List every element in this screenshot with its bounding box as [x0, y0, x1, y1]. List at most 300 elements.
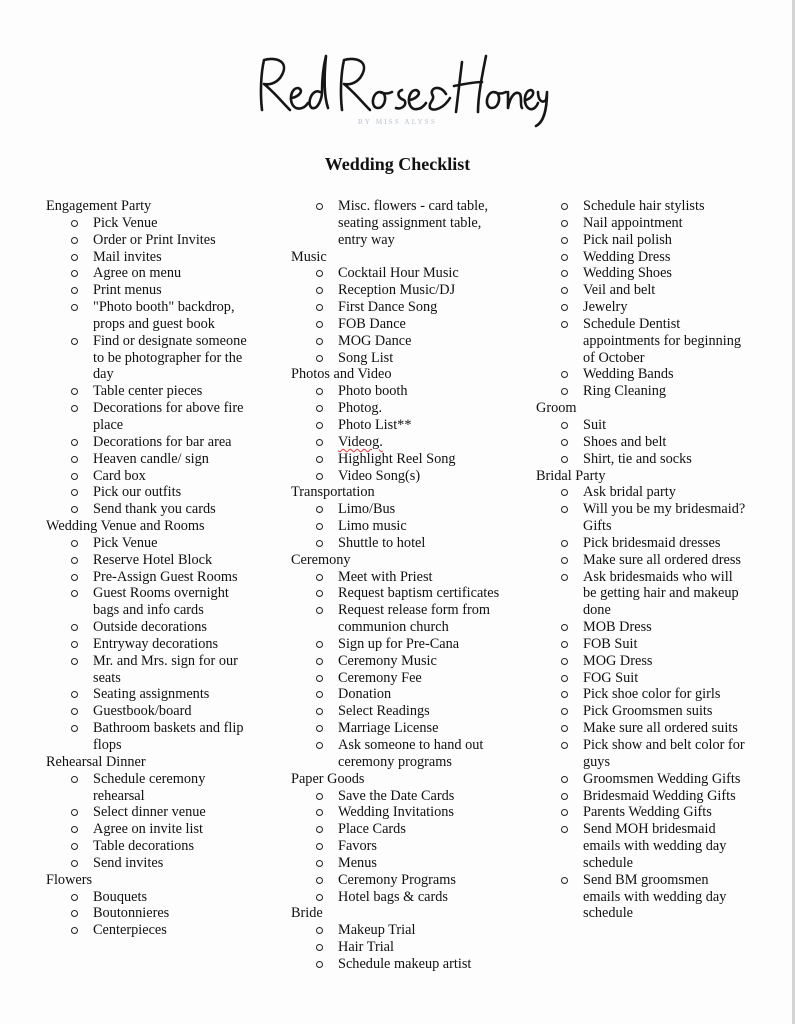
- checklist-item: [46, 922, 258, 939]
- hollow-circle-bullet-icon: [71, 405, 78, 412]
- hollow-circle-bullet-icon: [316, 691, 323, 698]
- checklist-item-text: MOB Dress: [583, 619, 652, 636]
- checklist-item-text: Send MOH bridesmaid emails with wedding day schedule: [583, 821, 727, 871]
- hollow-circle-bullet-icon: [71, 826, 78, 833]
- checklist-item: [46, 569, 258, 586]
- hollow-circle-bullet-icon: [71, 927, 78, 934]
- checklist-item: [536, 686, 748, 703]
- hollow-circle-bullet-icon: [561, 489, 568, 496]
- hollow-circle-bullet-icon: [71, 338, 78, 345]
- checklist-item-text: Ask bridal party: [583, 484, 676, 501]
- hollow-circle-bullet-icon: [561, 574, 568, 581]
- checklist-section: [536, 198, 781, 400]
- hollow-circle-bullet-icon: [316, 607, 323, 614]
- checklist-item: [46, 855, 258, 872]
- checklist-item-text: Entryway decorations: [93, 635, 219, 652]
- checklist-item: [291, 417, 503, 434]
- checklist-item: [46, 552, 258, 569]
- checklist-item-text: Send BM groomsmen emails with wedding day schedule: [583, 871, 727, 922]
- hollow-circle-bullet-icon: [71, 304, 78, 311]
- checklist-section: [291, 552, 536, 771]
- checklist-item: [46, 468, 258, 485]
- hollow-circle-bullet-icon: [561, 776, 568, 783]
- hollow-circle-bullet-icon: [316, 473, 323, 480]
- hollow-circle-bullet-icon: [561, 321, 568, 328]
- hollow-circle-bullet-icon: [71, 641, 78, 648]
- checklist-item-text: Misc. flowers - card table, seating assignment table, entry way: [338, 198, 489, 248]
- hollow-circle-bullet-icon: [316, 658, 323, 665]
- checklist-item-text: Ceremony Fee: [338, 669, 422, 686]
- checklist-item: [291, 535, 503, 552]
- checklist-item: [536, 484, 748, 501]
- hollow-circle-bullet-icon: [561, 304, 568, 311]
- checklist-item-text: Schedule makeup artist: [338, 955, 472, 972]
- checklist-item-text: Videog.: [338, 433, 383, 450]
- checklist-item-text: FOB Dance: [338, 315, 406, 332]
- checklist-item-text: "Photo booth" backdrop, props and guest book: [93, 299, 235, 332]
- checklist-section: [291, 366, 536, 484]
- checklist-item-text: Jewelry: [583, 299, 628, 316]
- hollow-circle-bullet-icon: [71, 439, 78, 446]
- checklist-item-text: Mr. and Mrs. sign for our seats: [93, 652, 238, 686]
- hollow-circle-bullet-icon: [316, 742, 323, 749]
- section-heading: Bride: [291, 905, 323, 922]
- checklist-items: [291, 383, 536, 484]
- checklist-item: [46, 804, 258, 821]
- checklist-item-text: Mail invites: [93, 248, 162, 265]
- hollow-circle-bullet-icon: [71, 540, 78, 547]
- hollow-circle-bullet-icon: [561, 506, 568, 513]
- checklist-item: [291, 686, 503, 703]
- checklist-item: [536, 737, 748, 771]
- hollow-circle-bullet-icon: [316, 574, 323, 581]
- hollow-circle-bullet-icon: [561, 422, 568, 429]
- checklist-item-text: Menus: [338, 854, 377, 871]
- checklist-item: [46, 249, 258, 266]
- checklist-item-text: Ceremony Programs: [338, 871, 456, 888]
- checklist-item-text: Pick our outfits: [93, 484, 182, 501]
- hollow-circle-bullet-icon: [561, 237, 568, 244]
- checklist-item-text: Bathroom baskets and flip flops: [93, 720, 244, 753]
- hollow-circle-bullet-icon: [71, 624, 78, 631]
- checklist-item-text: Send invites: [93, 854, 164, 871]
- checklist-item: [536, 265, 748, 282]
- checklist-item: [291, 501, 503, 518]
- checklist-item: [536, 535, 748, 552]
- hollow-circle-bullet-icon: [71, 910, 78, 917]
- checklist-item: [536, 804, 748, 821]
- checklist-item: [536, 872, 748, 923]
- checklist-item: [291, 282, 503, 299]
- checklist-item: [536, 316, 748, 367]
- checklist-items: [46, 889, 291, 940]
- hollow-circle-bullet-icon: [316, 877, 323, 884]
- checklist-item-text: First Dance Song: [338, 299, 438, 316]
- checklist-column-1: [46, 198, 291, 939]
- checklist-item: [536, 653, 748, 670]
- checklist-item: [291, 198, 503, 249]
- checklist-item: [536, 383, 748, 400]
- checklist-section: [291, 198, 536, 249]
- hollow-circle-bullet-icon: [71, 473, 78, 480]
- hollow-circle-bullet-icon: [71, 691, 78, 698]
- checklist-item: [536, 417, 748, 434]
- checklist-item: [291, 720, 503, 737]
- hollow-circle-bullet-icon: [561, 742, 568, 749]
- hollow-circle-bullet-icon: [316, 894, 323, 901]
- checklist-item: [291, 788, 503, 805]
- checklist-item-text: Guestbook/board: [93, 703, 192, 720]
- checklist-item: [291, 922, 503, 939]
- checklist-item: [46, 232, 258, 249]
- checklist-item: [291, 804, 503, 821]
- section-heading: Bridal Party: [536, 467, 606, 484]
- checklist-item: [291, 569, 503, 586]
- checklist-item-text: Sign up for Pre-Cana: [338, 635, 460, 652]
- hollow-circle-bullet-icon: [561, 641, 568, 648]
- checklist-section: [291, 484, 536, 551]
- hollow-circle-bullet-icon: [316, 708, 323, 715]
- checklist-item-text: Nail appointment: [583, 214, 683, 231]
- checklist-item-text: Song List: [338, 349, 394, 366]
- hollow-circle-bullet-icon: [71, 843, 78, 850]
- checklist-item: [291, 468, 503, 485]
- checklist-item: [291, 400, 503, 417]
- hollow-circle-bullet-icon: [71, 590, 78, 597]
- checklist-item-text: Select dinner venue: [93, 804, 206, 821]
- checklist-section: [46, 872, 291, 939]
- hollow-circle-bullet-icon: [561, 456, 568, 463]
- hollow-circle-bullet-icon: [71, 287, 78, 294]
- checklist-item: [46, 771, 258, 805]
- checklist-item: [46, 299, 258, 333]
- hollow-circle-bullet-icon: [71, 557, 78, 564]
- checklist-item: [46, 889, 258, 906]
- checklist-item: [291, 316, 503, 333]
- section-heading: Paper Goods: [291, 770, 365, 787]
- checklist-item-text: Limo music: [338, 518, 407, 535]
- checklist-item-text: Seating assignments: [93, 686, 210, 703]
- hollow-circle-bullet-icon: [316, 725, 323, 732]
- checklist-item-text: Marriage License: [338, 720, 439, 737]
- checklist-column-3: [536, 198, 781, 922]
- checklist-item-text: Ask someone to hand out ceremony programs: [338, 737, 484, 770]
- hollow-circle-bullet-icon: [71, 270, 78, 277]
- checklist-item-text: Heaven candle/ sign: [93, 450, 209, 467]
- checklist-section: [46, 754, 291, 872]
- checklist-item-text: Centerpieces: [93, 922, 167, 939]
- hollow-circle-bullet-icon: [316, 203, 323, 210]
- checklist-item-text: Wedding Bands: [583, 366, 674, 383]
- checklist-item-text: Ring Cleaning: [583, 383, 666, 400]
- checklist-item-text: Hair Trial: [338, 939, 395, 956]
- checklist-item-text: Photo List**: [338, 416, 412, 433]
- section-heading: Music: [291, 248, 327, 265]
- hollow-circle-bullet-icon: [316, 338, 323, 345]
- checklist-item-text: Make sure all ordered dress: [583, 551, 741, 568]
- checklist-item: [291, 585, 503, 602]
- hollow-circle-bullet-icon: [561, 388, 568, 395]
- checklist-item: [46, 215, 258, 232]
- hollow-circle-bullet-icon: [316, 422, 323, 429]
- checklist-item-text: Shoes and belt: [583, 433, 667, 450]
- hollow-circle-bullet-icon: [316, 270, 323, 277]
- checklist-item: [536, 636, 748, 653]
- checklist-item: [291, 939, 503, 956]
- checklist-item: [46, 400, 258, 434]
- checklist-item-text: Outside decorations: [93, 619, 207, 636]
- checklist-item: [46, 501, 258, 518]
- checklist-item: [291, 451, 503, 468]
- hollow-circle-bullet-icon: [316, 860, 323, 867]
- checklist-item: [291, 265, 503, 282]
- checklist-item-text: Table center pieces: [93, 383, 203, 400]
- checklist-section: [46, 198, 291, 518]
- hollow-circle-bullet-icon: [71, 456, 78, 463]
- hollow-circle-bullet-icon: [316, 523, 323, 530]
- checklist-item-text: Pick nail polish: [583, 231, 672, 248]
- hollow-circle-bullet-icon: [71, 489, 78, 496]
- hollow-circle-bullet-icon: [561, 203, 568, 210]
- checklist-items: [46, 535, 291, 754]
- hollow-circle-bullet-icon: [71, 254, 78, 261]
- checklist-item-text: Pick bridesmaid dresses: [583, 534, 721, 551]
- checklist-item-text: Schedule hair stylists: [583, 198, 705, 214]
- hollow-circle-bullet-icon: [316, 641, 323, 648]
- hollow-circle-bullet-icon: [561, 254, 568, 261]
- checklist-item: [536, 771, 748, 788]
- checklist-item: [291, 838, 503, 855]
- checklist-column-2: [291, 198, 536, 973]
- hollow-circle-bullet-icon: [561, 675, 568, 682]
- checklist-item-text: Select Readings: [338, 703, 430, 720]
- checklist-item-text: Table decorations: [93, 838, 195, 855]
- checklist-item: [46, 535, 258, 552]
- checklist-item-text: Pick Groomsmen suits: [583, 703, 713, 720]
- checklist-item-text: Bouquets: [93, 888, 148, 905]
- checklist-item: [291, 383, 503, 400]
- hollow-circle-bullet-icon: [316, 944, 323, 951]
- checklist-item: [291, 602, 503, 636]
- checklist-items: [291, 569, 536, 771]
- checklist-items: [291, 198, 536, 249]
- section-heading: Flowers: [46, 871, 93, 888]
- checklist-item: [46, 838, 258, 855]
- checklist-item-text: Wedding Shoes: [583, 265, 672, 282]
- checklist-items: [291, 265, 536, 366]
- hollow-circle-bullet-icon: [316, 809, 323, 816]
- hollow-circle-bullet-icon: [71, 388, 78, 395]
- checklist-item: [291, 333, 503, 350]
- checklist-item-text: Decorations for bar area: [93, 433, 232, 450]
- checklist-item-text: Print menus: [93, 282, 162, 299]
- hollow-circle-bullet-icon: [561, 220, 568, 227]
- checklist-items: [46, 215, 291, 518]
- hollow-circle-bullet-icon: [71, 658, 78, 665]
- checklist-item: [536, 569, 748, 620]
- hollow-circle-bullet-icon: [561, 708, 568, 715]
- checklist-item: [291, 872, 503, 889]
- checklist-item-text: FOB Suit: [583, 635, 638, 652]
- checklist-item: [291, 518, 503, 535]
- checklist-item: [46, 265, 258, 282]
- hollow-circle-bullet-icon: [71, 809, 78, 816]
- hollow-circle-bullet-icon: [71, 725, 78, 732]
- checklist-item-text: Pick Venue: [93, 534, 158, 551]
- checklist-item-text: MOG Dance: [338, 332, 412, 349]
- hollow-circle-bullet-icon: [316, 843, 323, 850]
- checklist-item-text: Guest Rooms overnight bags and info cards: [93, 585, 229, 619]
- checklist-item-text: Wedding Dress: [583, 248, 671, 265]
- hollow-circle-bullet-icon: [561, 540, 568, 547]
- checklist-item: [46, 653, 258, 687]
- hollow-circle-bullet-icon: [71, 506, 78, 513]
- hollow-circle-bullet-icon: [316, 388, 323, 395]
- checklist-item: [291, 653, 503, 670]
- brand-tagline: BY MISS ALYSS: [358, 118, 437, 126]
- hollow-circle-bullet-icon: [316, 927, 323, 934]
- checklist-item: [536, 215, 748, 232]
- checklist-item-text: Request release form from communion church: [338, 602, 491, 636]
- checklist-item-text: Highlight Reel Song: [338, 450, 456, 467]
- checklist-item-text: Order or Print Invites: [93, 231, 216, 248]
- hollow-circle-bullet-icon: [316, 355, 323, 362]
- checklist-item-text: Photog.: [338, 400, 383, 417]
- checklist-item-text: Wedding Invitations: [338, 804, 454, 821]
- hollow-circle-bullet-icon: [316, 456, 323, 463]
- checklist-item: [46, 720, 258, 754]
- checklist-item-text: Will you be my bridesmaid? Gifts: [583, 501, 746, 535]
- checklist-item-text: Request baptism certificates: [338, 585, 500, 602]
- section-heading: Groom: [536, 400, 577, 417]
- checklist-item-text: Shirt, tie and socks: [583, 450, 692, 467]
- checklist-item-text: Schedule ceremony rehearsal: [93, 770, 206, 804]
- checklist-item: [46, 703, 258, 720]
- checklist-item-text: Video Song(s): [338, 467, 421, 484]
- hollow-circle-bullet-icon: [316, 405, 323, 412]
- checklist-items: [536, 417, 781, 468]
- checklist-item: [536, 619, 748, 636]
- checklist-item-text: Find or designate someone to be photographer for the day: [93, 332, 247, 383]
- checklist-items: [536, 484, 781, 922]
- logo-script-graphic: [250, 48, 550, 128]
- checklist-items: [291, 922, 536, 973]
- checklist-item: [536, 434, 748, 451]
- checklist-item: [46, 619, 258, 636]
- hollow-circle-bullet-icon: [71, 708, 78, 715]
- checklist-item-text: Pick Venue: [93, 214, 158, 231]
- section-heading: Rehearsal Dinner: [46, 753, 146, 770]
- checklist-item: [536, 451, 748, 468]
- checklist-item: [291, 670, 503, 687]
- checklist-item-text: Place Cards: [338, 821, 406, 838]
- hollow-circle-bullet-icon: [316, 961, 323, 968]
- checklist-item-text: Suit: [583, 416, 607, 433]
- checklist-item: [291, 855, 503, 872]
- hollow-circle-bullet-icon: [561, 287, 568, 294]
- page-title: Wedding Checklist: [324, 154, 471, 174]
- checklist-item-text: Pick show and belt color for guys: [583, 737, 745, 770]
- hollow-circle-bullet-icon: [316, 826, 323, 833]
- checklist-item: [46, 333, 258, 384]
- checklist-item-text: Shuttle to hotel: [338, 534, 426, 551]
- checklist-item: [291, 350, 503, 367]
- hollow-circle-bullet-icon: [316, 506, 323, 513]
- section-heading: Transportation: [291, 484, 375, 501]
- hollow-circle-bullet-icon: [561, 877, 568, 884]
- checklist-item: [46, 636, 258, 653]
- checklist-item-text: Reception Music/DJ: [338, 282, 456, 299]
- hollow-circle-bullet-icon: [561, 793, 568, 800]
- checklist-section: [291, 905, 536, 972]
- hollow-circle-bullet-icon: [316, 675, 323, 682]
- checklist-item: [536, 249, 748, 266]
- hollow-circle-bullet-icon: [316, 287, 323, 294]
- checklist-item: [536, 198, 748, 215]
- checklist-item-text: FOG Suit: [583, 669, 639, 686]
- checklist-section: [291, 771, 536, 906]
- checklist-item: [46, 686, 258, 703]
- hollow-circle-bullet-icon: [71, 220, 78, 227]
- checklist-item: [536, 282, 748, 299]
- checklist-item-text: Limo/Bus: [338, 501, 396, 518]
- checklist-item: [536, 720, 748, 737]
- checklist-items: [46, 771, 291, 872]
- checklist-item: [291, 821, 503, 838]
- section-heading: Engagement Party: [46, 198, 152, 214]
- checklist-section: [536, 468, 781, 923]
- checklist-items: [291, 788, 536, 906]
- checklist-section: [291, 249, 536, 367]
- checklist-item: [46, 585, 258, 619]
- checklist-item: [46, 484, 258, 501]
- checklist-item: [291, 956, 503, 973]
- checklist-item: [291, 889, 503, 906]
- checklist-item-text: Ask bridesmaids who will be getting hair and makeup done: [583, 568, 739, 619]
- checklist-item-text: Send thank you cards: [93, 501, 216, 518]
- checklist-item: [46, 434, 258, 451]
- checklist-item-text: Decorations for above fire place: [93, 400, 244, 433]
- hollow-circle-bullet-icon: [316, 793, 323, 800]
- hollow-circle-bullet-icon: [561, 270, 568, 277]
- checklist-item-text: Agree on menu: [93, 265, 182, 282]
- hollow-circle-bullet-icon: [561, 371, 568, 378]
- hollow-circle-bullet-icon: [316, 439, 323, 446]
- hollow-circle-bullet-icon: [561, 658, 568, 665]
- hollow-circle-bullet-icon: [316, 540, 323, 547]
- checklist-item-text: Photo booth: [338, 383, 408, 400]
- checklist-item-text: Schedule Dentist appointments for beginning of October: [583, 315, 742, 366]
- hollow-circle-bullet-icon: [561, 691, 568, 698]
- checklist-item: [291, 636, 503, 653]
- checklist-item-text: Makeup Trial: [338, 922, 416, 939]
- checklist-item: [46, 282, 258, 299]
- hollow-circle-bullet-icon: [561, 557, 568, 564]
- checklist-item: [291, 737, 503, 771]
- hollow-circle-bullet-icon: [316, 321, 323, 328]
- checklist-item-text: Save the Date Cards: [338, 787, 455, 804]
- checklist-item: [536, 366, 748, 383]
- hollow-circle-bullet-icon: [561, 439, 568, 446]
- checklist-item-text: Veil and belt: [583, 282, 656, 299]
- checklist-item-text: Card box: [93, 467, 146, 484]
- hollow-circle-bullet-icon: [71, 574, 78, 581]
- checklist-items: [536, 198, 781, 400]
- checklist-item: [536, 299, 748, 316]
- checklist-item-text: Pick shoe color for girls: [583, 686, 721, 703]
- hollow-circle-bullet-icon: [561, 826, 568, 833]
- hollow-circle-bullet-icon: [71, 860, 78, 867]
